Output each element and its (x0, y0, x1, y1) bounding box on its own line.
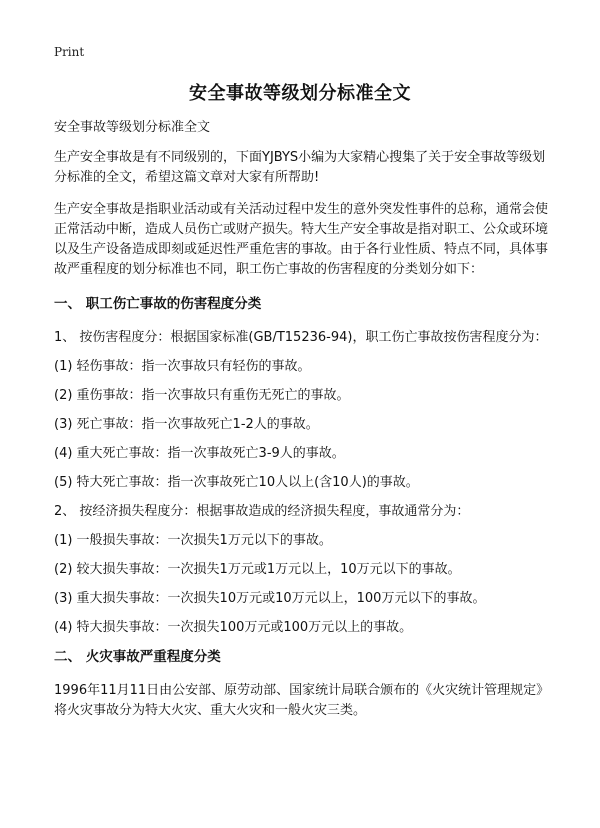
list-item: (5) 特大死亡事故：指一次事故死亡10人以上(含10人)的事故。 (54, 475, 419, 490)
list-item: (3) 死亡事故：指一次事故死亡1-2人的事故。 (54, 417, 319, 432)
document-body (54, 118, 548, 735)
section-heading-injury: 一、 职工伤亡事故的伤害程度分类 (54, 296, 262, 312)
list-item: (2) 重伤事故：指一次事故只有重伤无死亡的事故。 (54, 388, 350, 403)
fire-paragraph: 1996年11月11日由公安部、原劳动部、国家统计局联合颁布的《火灾统计管理规定》将火灾事故分为特大火灾、重大火灾和一般火灾三类。 (54, 683, 543, 718)
intro-paragraph: 生产安全事故是有不同级别的，下面YJBYS小编为大家精心搜集了关于安全事故等级划分标准的全文，希望这篇文章对大家有所帮助! (54, 150, 546, 185)
list-item: (1) 一般损失事故：一次损失1万元以下的事故。 (54, 533, 332, 548)
document-subtitle: 安全事故等级划分标准全文 (54, 120, 211, 135)
subsection-economic-loss: 2、 按经济损失程度分：根据事故造成的经济损失程度，事故通常分为： (54, 504, 470, 519)
list-item: (4) 特大损失事故：一次损失100万元或100万元以上的事故。 (54, 620, 413, 635)
print-label[interactable]: Print (54, 45, 85, 59)
list-item: (1) 轻伤事故：指一次事故只有轻伤的事故。 (54, 359, 311, 374)
description-paragraph: 生产安全事故是指职业活动或有关活动过程中发生的意外突发性事件的总称，通常会使正常活动中断，造成人员伤亡或财产损失。特大生产安全事故是指对职工、公众或环境以及生产设备造成即刻或延迟性严重危害的事故。由于各行业性质、特点不同，具体事故严重程度的划分标准也不同，职工伤亡事故的伤害程度的分类划分如下： (54, 202, 549, 277)
list-item: (4) 重大死亡事故：指一次事故死亡3-9人的事故。 (54, 446, 345, 461)
subsection-injury-degree: 1、 按伤害程度分：根据国家标准(GB/T15236-94)，职工伤亡事故按伤害程度分为： (54, 330, 548, 345)
page-title: 安全事故等级划分标准全文 (189, 83, 411, 104)
list-item: (2) 较大损失事故：一次损失1万元或1万元以上，10万元以下的事故。 (54, 562, 461, 577)
section-heading-fire: 二、 火灾事故严重程度分类 (54, 649, 221, 665)
list-item: (3) 重大损失事故：一次损失10万元或10万元以上，100万元以下的事故。 (54, 591, 486, 606)
